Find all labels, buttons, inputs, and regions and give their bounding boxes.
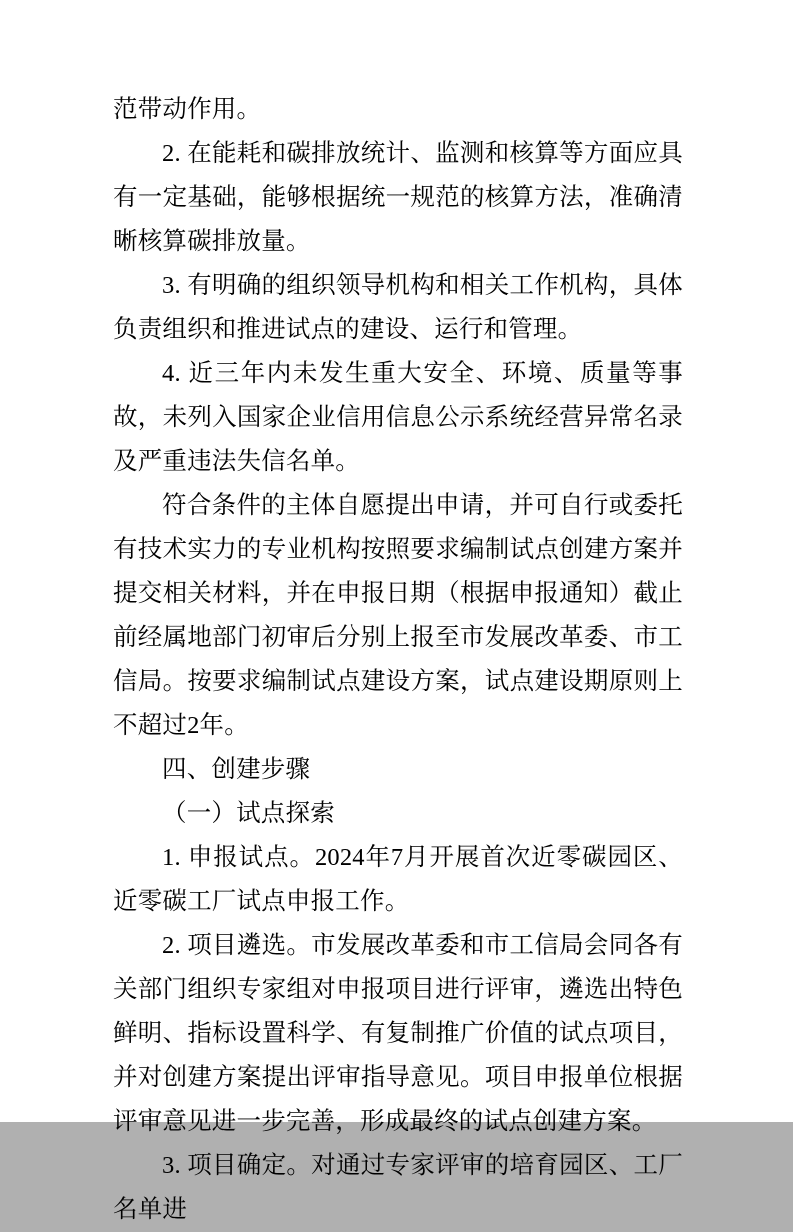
paragraph: 2. 在能耗和碳排放统计、监测和核算等方面应具有一定基础，能够根据统一规范的核算方法，准确清晰核算碳排放量。 [113,140,683,255]
paragraph: 4. 近三年内未发生重大安全、环境、质量等事故，未列入国家企业信用信息公示系统经营异常名录及严重违法失信名单。 [113,360,683,475]
paragraph: 范带动作用。 [113,96,262,123]
document-body [113,88,683,1232]
paragraph: 3. 项目确定。对通过专家评审的培育园区、工厂名单进 [113,1152,683,1223]
section-heading: 四、创建步骤 [162,756,311,783]
paragraph: 2. 项目遴选。市发展改革委和市工信局会同各有关部门组织专家组对申报项目进行评审，遴选出特色鲜明、指标设置科学、有复制推广价值的试点项目，并对创建方案提出评审指导意见。项目申报单位根据评审意见进一步完善，形成最终的试点创建方案。 [113,932,683,1135]
paragraph: 3. 有明确的组织领导机构和相关工作机构，具体负责组织和推进试点的建设、运行和管理。 [113,272,683,343]
subsection-heading: （一）试点探索 [162,800,335,827]
paragraph: 符合条件的主体自愿提出申请，并可自行或委托有技术实力的专业机构按照要求编制试点创建方案并提交相关材料，并在申报日期（根据申报通知）截止前经属地部门初审后分别上报至市发展改革委、市工信局。按要求编制试点建设方案，试点建设期原则上不超过2年。 [113,492,683,739]
paragraph: 1. 申报试点。2024年7月开展首次近零碳园区、近零碳工厂试点申报工作。 [113,844,683,915]
